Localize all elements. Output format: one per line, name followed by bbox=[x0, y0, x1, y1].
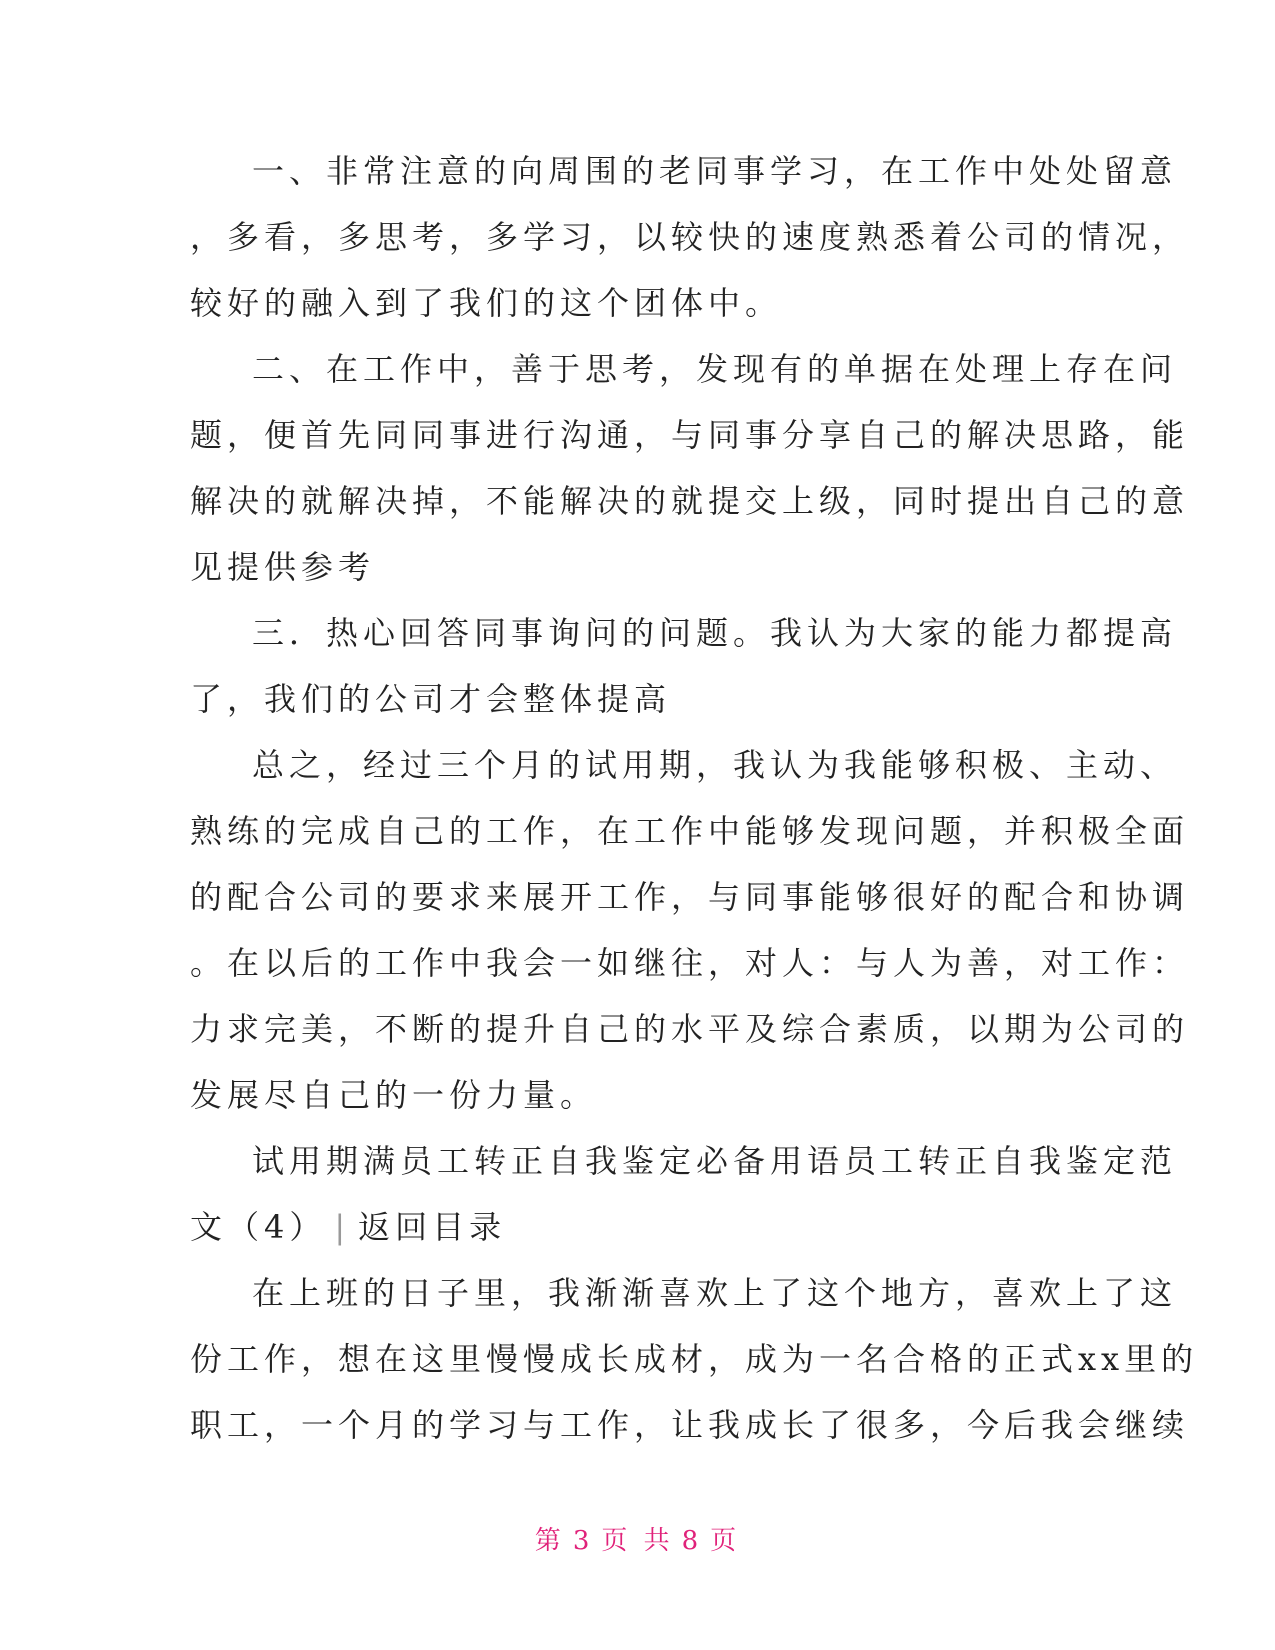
page-label-suffix: 页 bbox=[710, 1526, 741, 1556]
back-to-toc-link[interactable]: 返回目录 bbox=[358, 1208, 507, 1246]
paragraph-line: 二、在工作中，善于思考，发现有的单据在处理上存在问 bbox=[252, 350, 1178, 388]
separator: | bbox=[334, 1208, 351, 1246]
paragraph-line: 一、非常注意的向周围的老同事学习，在工作中处处留意 bbox=[252, 152, 1178, 190]
paragraph-line: 熟练的完成自己的工作，在工作中能够发现问题，并积极全面 bbox=[190, 812, 1190, 850]
paragraph-3 bbox=[190, 600, 1178, 732]
paragraph-line: 总之，经过三个月的试用期，我认为我能够积极、主动、 bbox=[252, 746, 1178, 784]
paragraph-line: 解决的就解决掉，不能解决的就提交上级，同时提出自己的意 bbox=[190, 482, 1190, 520]
section-heading-line-2 bbox=[190, 1194, 1085, 1260]
paragraph-line: 题，便首先同同事进行沟通，与同事分享自己的解决思路，能 bbox=[190, 416, 1190, 454]
paragraph-line: 了，我们的公司才会整体提高 bbox=[190, 680, 672, 718]
paragraph-5 bbox=[190, 1260, 1199, 1458]
page-label-mid: 页 共 bbox=[601, 1526, 674, 1556]
current-page-number: 3 bbox=[572, 1526, 594, 1556]
paragraph-line: 职工，一个月的学习与工作，让我成长了很多，今后我会继续 bbox=[190, 1406, 1190, 1444]
paragraph-4 bbox=[190, 732, 1190, 1128]
paragraph-line: 发展尽自己的一份力量。 bbox=[190, 1076, 598, 1114]
paragraph-line: 见提供参考 bbox=[190, 548, 376, 586]
total-pages-number: 8 bbox=[681, 1526, 703, 1556]
paragraph-line: 的配合公司的要求来展开工作，与同事能够很好的配合和协调 bbox=[190, 878, 1190, 916]
section-heading-number: 文（4） bbox=[190, 1208, 327, 1246]
page-footer bbox=[0, 1520, 1275, 1557]
paragraph-line: 在上班的日子里，我渐渐喜欢上了这个地方，喜欢上了这 bbox=[252, 1274, 1178, 1312]
paragraph-line: 较好的融入到了我们的这个团体中。 bbox=[190, 284, 783, 322]
paragraph-line: 份工作，想在这里慢慢成长成材，成为一名合格的正式xx里的 bbox=[190, 1340, 1199, 1378]
paragraph-2 bbox=[190, 336, 1190, 600]
paragraph-line: 力求完美，不断的提升自己的水平及综合素质，以期为公司的 bbox=[190, 1010, 1190, 1048]
paragraph-line: ，多看，多思考，多学习，以较快的速度熟悉着公司的情况， bbox=[190, 218, 1190, 256]
page-label-prefix: 第 bbox=[534, 1526, 565, 1556]
paragraph-1 bbox=[190, 138, 1190, 336]
section-heading-line: 试用期满员工转正自我鉴定必备用语员工转正自我鉴定范 bbox=[252, 1142, 1178, 1180]
section-heading bbox=[190, 1128, 1178, 1260]
paragraph-line: 。在以后的工作中我会一如继往，对人：与人为善，对工作： bbox=[190, 944, 1190, 982]
paragraph-line: 三．热心回答同事询问的问题。我认为大家的能力都提高 bbox=[252, 614, 1178, 652]
document-body bbox=[190, 138, 1199, 1458]
